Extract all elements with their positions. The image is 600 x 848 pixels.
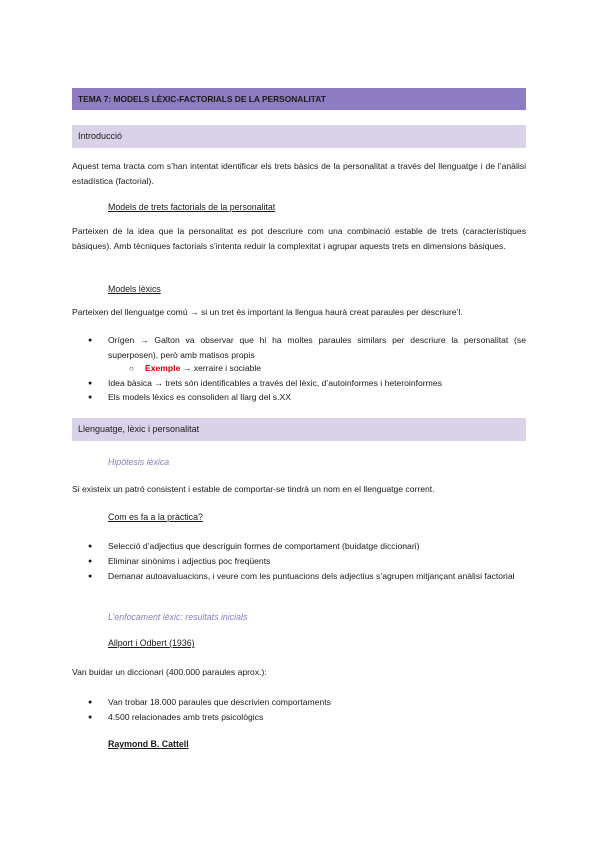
paragraph-models-factorials: Parteixen de la idea que la personalitat es pot descriure com una combinació estable de trets (característiques bàsiques). Amb tècniques factorials s’intenta reduir la complexitat i agrupar aquests trets en dimensions bàsiques.: [72, 226, 526, 251]
paragraph-models-lexics: Parteixen del llenguatge comú → si un tret és important la llengua haurà creat paraules per descriure’l.: [72, 307, 463, 317]
paragraph-allport: Van buidar un diccionari (400.000 paraules aprox.):: [72, 667, 267, 677]
list-item: ● Selecció d’adjectius que descriguin formes de comportament (buidatge diccionari): [108, 539, 526, 554]
example-label: Exemple: [145, 363, 181, 373]
list-item: ● Eliminar sinònims i adjectius poc freqüents: [108, 554, 526, 569]
heading-models-lexics: Models lèxics: [108, 284, 161, 294]
heading-models-factorials: Models de trets factorials de la personalitat: [108, 202, 276, 212]
subheading-enfocament-lexic: L’enfocament lèxic: resultats inicials: [108, 612, 248, 622]
list-item: ● Els models lèxics es consoliden al llarg del s.XX: [108, 390, 526, 405]
list-item: ● Idea bàsica → trets són identificables a través del lèxic, d’autoinformes i heteroinformes: [108, 376, 526, 391]
subheading-hipotesi-lexica: Hipòtesis lèxica: [108, 457, 170, 467]
heading-cattell: Raymond B. Cattell: [108, 739, 189, 749]
list-item: ● Van trobar 18.000 paraules que descrivien comportaments: [108, 695, 526, 710]
list-item: ● Demanar autoavaluacions, i veure com les puntuacions dels adjectius s’agrupen mitjançant anàlisi factorial: [108, 569, 526, 584]
heading-practica: Com es fa a la pràctica?: [108, 512, 203, 522]
list-item: ● 4.500 relacionades amb trets psicològics: [108, 710, 526, 725]
section-header-introduccio: Introducció: [72, 125, 526, 148]
intro-paragraph: Aquest tema tracta com s’han intentat identificar els trets bàsics de la personalitat a través del llenguatge i de l’anàlisi estadística (factorial).: [72, 161, 526, 186]
example-text: → xerraire i sociable: [180, 363, 262, 373]
heading-allport-odbert: Allport i Odbert (1936): [108, 638, 195, 648]
list-item-example: [145, 361, 261, 376]
page-title: TEMA 7: MODELS LÈXIC-FACTORIALS DE LA PERSONALITAT: [72, 88, 526, 110]
paragraph-hipotesi: Si existeix un patró consistent i estable de comportar-se tindrà un nom en el llenguatge corrent.: [72, 484, 435, 494]
list-item: ● Orígen → Galton va observar que hi ha moltes paraules similars per descriure la personalitat (se superposen), però amb matisos propis: [108, 333, 526, 363]
section-header-llenguatge: Llenguatge, lèxic i personalitat: [72, 418, 526, 441]
